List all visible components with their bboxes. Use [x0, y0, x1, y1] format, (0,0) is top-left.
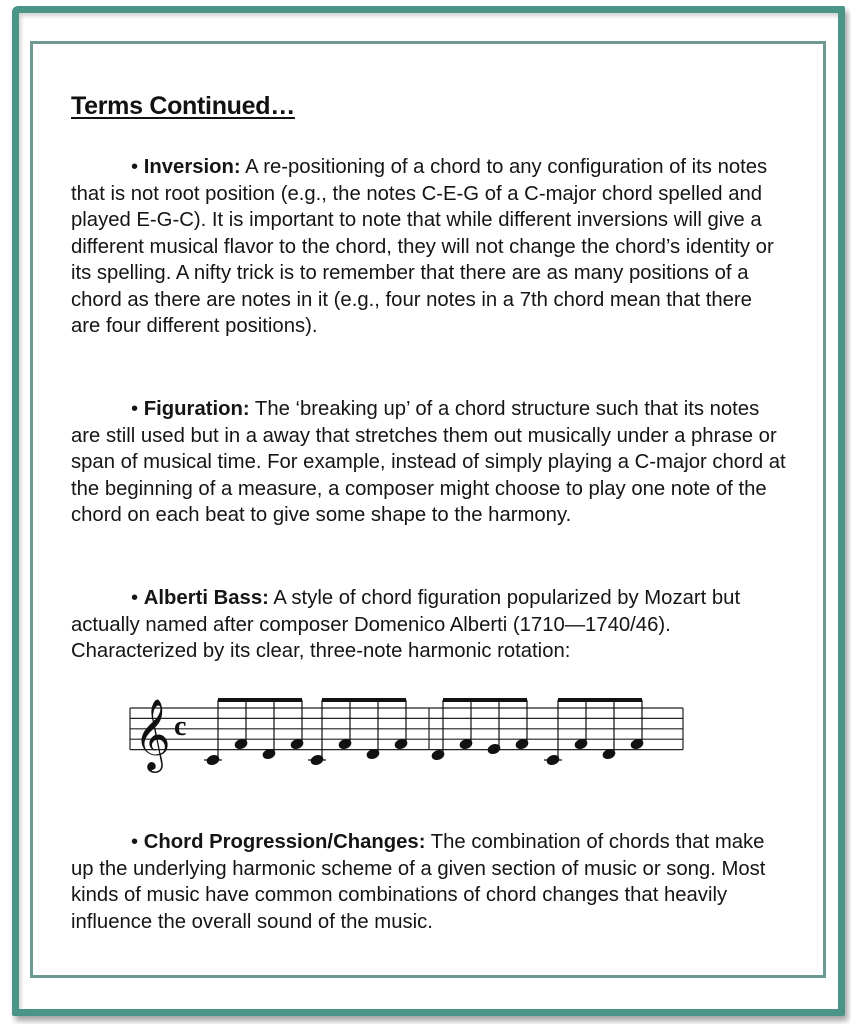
bullet: •: [131, 398, 139, 420]
alberti-bass-notation: [120, 685, 700, 775]
term-label: Alberti Bass:: [143, 587, 269, 609]
term-definition: The combination of chords that make up the underlying harmonic scheme of a given section of music or song. Most kinds of music have common combinations of chord changes that heavily influence the overall sound of the music.: [71, 831, 766, 933]
common-time-icon: c: [174, 711, 187, 742]
bullet: •: [131, 156, 139, 178]
term-label: Figuration:: [143, 398, 250, 420]
term-chord-progression: [71, 829, 786, 935]
bullet: •: [131, 831, 139, 853]
term-alberti-bass: [71, 585, 786, 665]
term-label: Chord Progression/Changes:: [143, 831, 426, 853]
bullet: •: [131, 587, 139, 609]
term-definition: The ‘breaking up’ of a chord structure such that its notes are still used but in a away that stretches them out musically under a phrase or span of musical time. For example, instead of simply playing a C-major chord at the beginning of a measure, a composer might choose to play one note of the chord on each beat to give some shape to the harmony.: [71, 398, 786, 526]
term-definition: A re-positioning of a chord to any configuration of its notes that is not root position (e.g., the notes C-E-G of a C-major chord spelled and played E-G-C). It is important to note that while different inversions will give a different musical flavor to the chord, they will not change the chord’s identity or its spelling. A nifty trick is to remember that there are as many positions of a chord as there are notes in it (e.g., four notes in a 7th chord mean that there are four different positions).: [71, 156, 774, 337]
page-title: Terms Continued…: [71, 92, 295, 120]
term-figuration: [71, 396, 786, 529]
treble-clef-icon: 𝄞: [134, 697, 171, 770]
term-label: Inversion:: [143, 156, 241, 178]
term-definition: A style of chord figuration popularized by Mozart but actually named after composer Domenico Alberti (1710—1740/46). Characterized by its clear, three-note harmonic rotation:: [71, 587, 741, 662]
term-inversion: [71, 154, 786, 340]
